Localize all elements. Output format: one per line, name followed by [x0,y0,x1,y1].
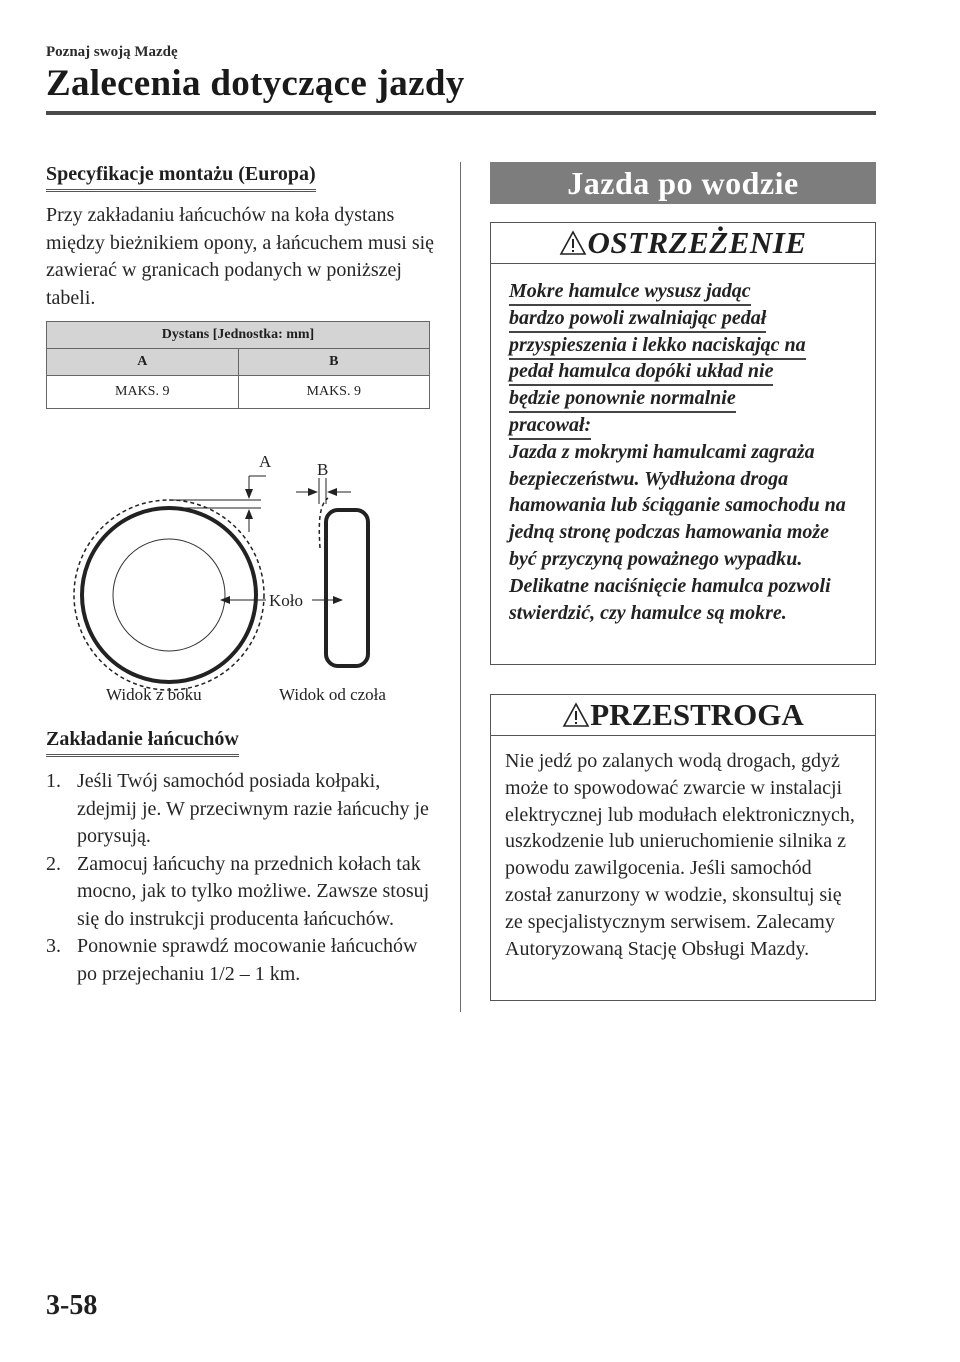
warning-header [491,223,875,264]
warning-emphasis-line: będzie ponownie normalnie [509,387,736,413]
caution-header [491,695,875,736]
table-header: Dystans [Jednostka: mm] [47,322,430,349]
title-rule [46,111,876,115]
warning-emphasis-line: bardzo powoli zwalniając pedał [509,307,766,333]
caution-text: Nie jedź po zalanych wodą drogach, gdyż może to spowodować zwarcie w instalacji elektrycznej lub modułach elektronicznych, uszkodzenie lub unieruchomienie silnika z powodu zawilgocenia. Jeśli samochód został zanurzony w wodzie, skonsultuj się ze specjalistycznym serwisem. Zalecamy Autoryzowaną Stację Obsługi Mazdy. [505,750,855,960]
caution-title: PRZESTROGA [590,697,804,732]
caption-front-view: Widok od czoła [279,685,386,704]
breadcrumb: Poznaj swoją Mazdę [46,44,178,60]
spec-table [46,321,430,409]
step-number: 2. [46,852,61,875]
tire-side [82,508,256,682]
step-text: Zamocuj łańcuchy na przednich kołach tak mocno, jak to tylko możliwe. Zawsze stosuj się do instrukcji producenta łańcuchów. [77,852,430,930]
chain-outline-side [74,500,264,690]
label-a: A [259,452,272,471]
warning-emphasis-line: pracował: [509,414,591,440]
list-item [46,768,441,851]
page-number: 3-58 [46,1290,98,1321]
caution-triangle-icon [562,702,590,728]
tire-front [326,510,368,666]
warning-text: Jazda z mokrymi hamulcami zagraża bezpieczeństwu. Wydłużona droga hamowania lub ściąganie samochodu na jedną stronę podczas hamowania może być przyczyną poważnego wypadku. Delikatne naciśnięcie hamulca pozwoli stwierdzić, czy hamulce są mokre. [509,440,846,624]
warning-emphasis-line: pedał hamulca dopóki układ nie [509,360,773,386]
rim-side [113,539,225,651]
warning-triangle-icon [559,230,587,256]
caption-side-view: Widok z boku [106,685,202,704]
spec-table-wrap [46,321,430,409]
table-col-a: A [47,349,239,376]
warning-emphasis-line: przyspieszenia i lekko naciskając na [509,334,806,360]
label-wheel: Koło [269,591,303,610]
install-heading: Zakładanie łańcuchów [46,728,239,757]
warning-body [491,264,875,626]
chain-clearance-diagram [46,440,436,715]
step-number: 3. [46,935,61,957]
caution-box [490,694,876,1001]
list-item [46,933,441,988]
list-item [46,851,441,934]
section-title: Jazda po wodzie [490,162,876,204]
table-value-a: MAKS. 9 [47,376,239,409]
page-title: Zalecenia dotyczące jazdy [46,63,465,104]
column-divider [460,162,461,1012]
step-text: Jeśli Twój samochód posiada kołpaki, zdejmij je. W przeciwnym razie łańcuchy je porysują. [77,770,429,847]
table-col-b: B [238,349,430,376]
table-value-b: MAKS. 9 [238,376,430,409]
spec-heading: Specyfikacje montażu (Europa) [46,163,316,192]
warning-emphasis-line: Mokre hamulce wysusz jadąc [509,280,751,306]
step-text: Ponownie sprawdź mocowanie łańcuchów po przejechaniu 1/2 – 1 km. [77,935,418,985]
spec-heading-wrap [46,163,316,192]
install-heading-wrap [46,728,239,757]
install-steps [46,768,441,988]
warning-box [490,222,876,665]
label-b: B [317,460,329,479]
warning-title: OSTRZEŻENIE [587,225,807,260]
spec-paragraph: Przy zakładaniu łańcuchów na koła dystans między bieżnikiem opony, a łańcuchem musi się zawierać w granicach podanych w poniższej tabeli. [46,204,435,309]
step-number: 1. [46,770,61,792]
